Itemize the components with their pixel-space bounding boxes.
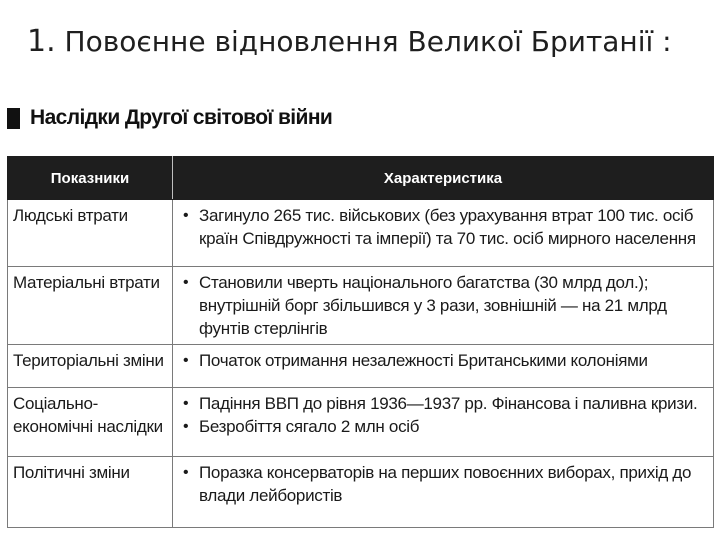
list-item: • Безробіття сягало 2 млн осіб	[183, 417, 420, 436]
slide-number: 1.	[27, 24, 56, 59]
table-row	[8, 457, 714, 528]
consequences-table	[7, 156, 714, 528]
characteristic-cell	[173, 457, 714, 528]
table-row	[8, 200, 714, 267]
bullet-icon: •	[183, 274, 189, 291]
characteristic-cell	[173, 388, 714, 457]
table-row	[8, 267, 714, 345]
bullet-icon: •	[183, 207, 189, 224]
indicator-cell: Територіальні зміни	[8, 345, 173, 388]
slide-title	[27, 22, 707, 62]
section-marker-square	[7, 108, 20, 129]
indicator-cell: Матеріальні втрати	[8, 267, 173, 345]
list-item: • Загинуло 265 тис. військових (без урахування втрат 100 тис. осіб країн Співдружності та імперії) та 70 тис. осіб мирного населення	[183, 206, 696, 248]
characteristic-cell	[173, 200, 714, 267]
indicator-cell: Соціально-економічні наслідки	[8, 388, 173, 457]
column-header-characteristic: Характеристика	[173, 157, 714, 200]
characteristic-cell	[173, 345, 714, 388]
table-row	[8, 345, 714, 388]
table-header-row	[8, 157, 714, 200]
list-item: • Падіння ВВП до рівня 1936—1937 рр. Фінансова і паливна кризи.	[183, 394, 698, 413]
column-header-indicators: Показники	[8, 157, 173, 200]
bullet-icon: •	[183, 352, 189, 369]
slide-title-text: Повоєнне відновлення Великої Британії :	[55, 25, 672, 58]
table-row	[8, 388, 714, 457]
section-heading-text: Наслідки Другої світової війни	[30, 106, 333, 129]
list-item: • Початок отримання незалежності Британськими колоніями	[183, 351, 648, 370]
section-heading	[7, 103, 332, 133]
indicator-cell: Людські втрати	[8, 200, 173, 267]
bullet-icon: •	[183, 464, 189, 481]
bullet-icon: •	[183, 395, 189, 412]
bullet-icon: •	[183, 418, 189, 435]
characteristic-cell	[173, 267, 714, 345]
list-item: • Поразка консерваторів на перших повоєнних виборах, прихід до влади лейбористів	[183, 463, 692, 505]
indicator-cell: Політичні зміни	[8, 457, 173, 528]
list-item: • Становили чверть національного багатства (30 млрд дол.); внутрішній борг збільшився у 3 рази, зовнішній — на 21 млрд фунтів стерлінгів	[183, 273, 667, 338]
